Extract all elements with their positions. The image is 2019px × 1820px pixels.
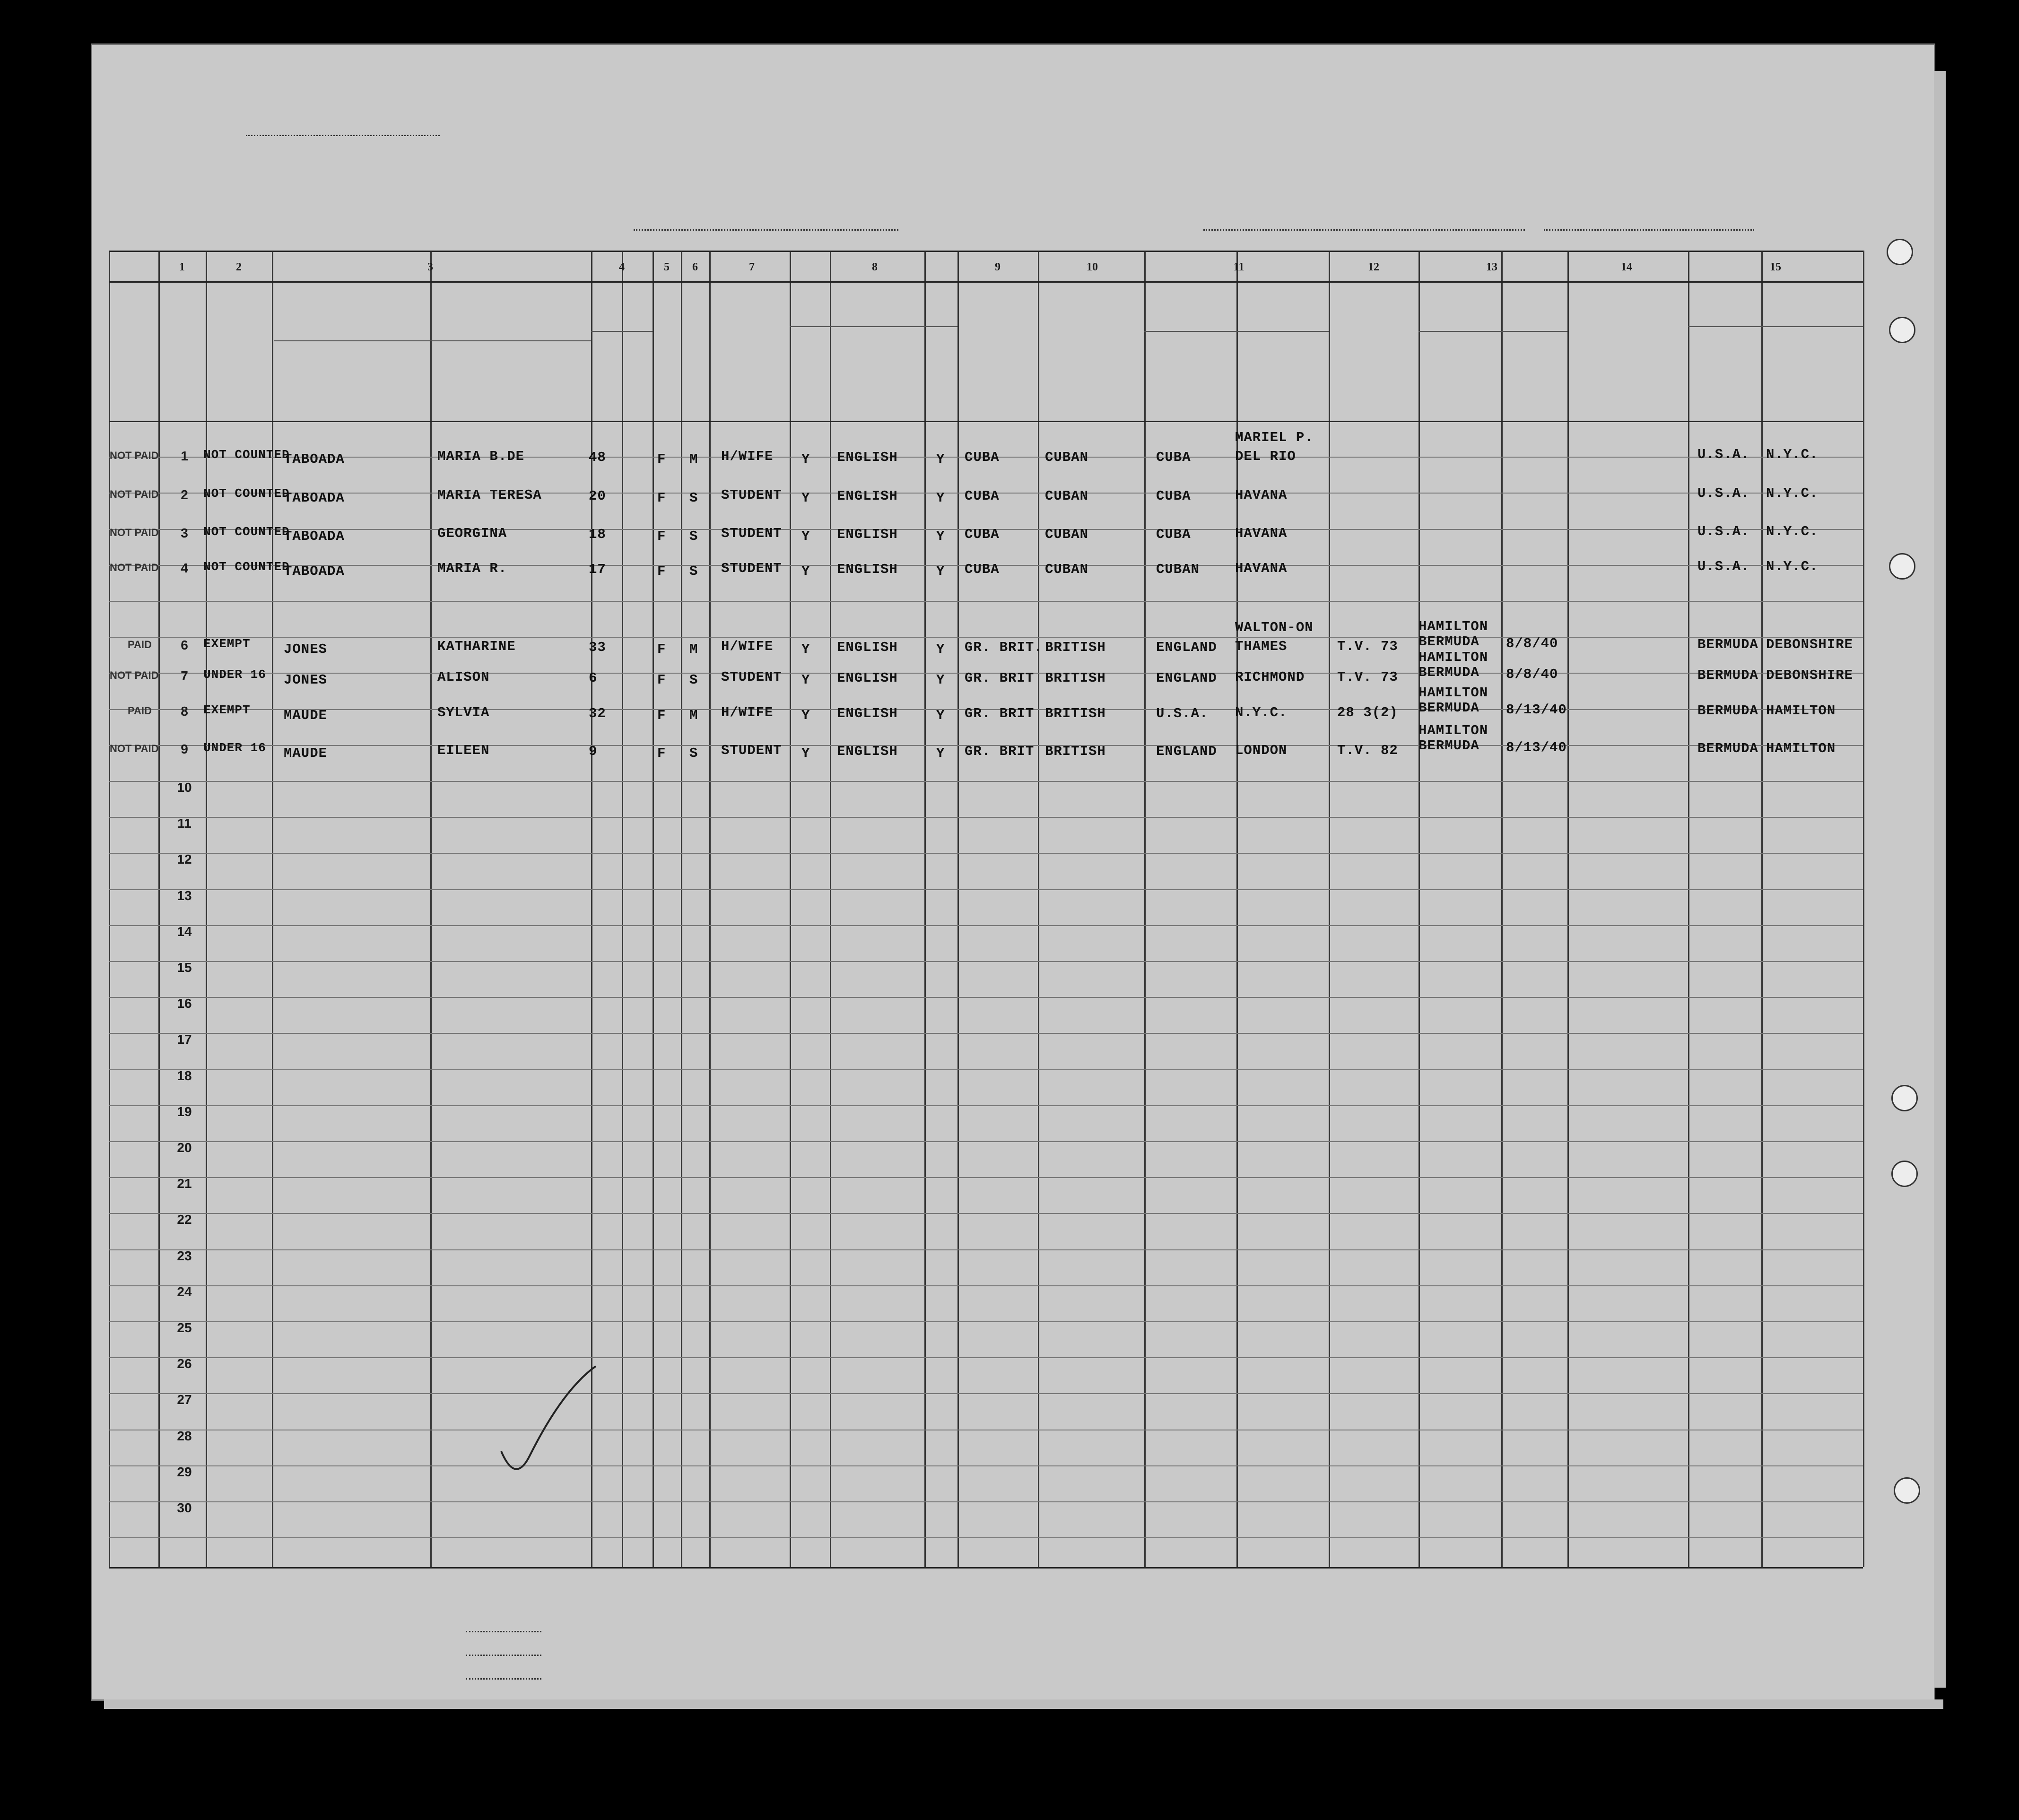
age-years: 32: [589, 706, 606, 721]
residence-city: DEBONSHIRE: [1766, 667, 1854, 683]
race: BRITISH: [1045, 706, 1106, 721]
occupation: STUDENT: [721, 487, 782, 503]
column-number: 8: [872, 261, 878, 273]
occupation: H/WIFE: [721, 639, 774, 654]
grid-line: [790, 251, 791, 1567]
grid-line: [1329, 251, 1330, 1567]
column-number: 4: [619, 261, 625, 273]
date-line: [1544, 229, 1754, 231]
paid-stamp: NOT PAID: [110, 488, 159, 500]
age-years: 48: [589, 450, 606, 465]
can-write: Y: [936, 641, 945, 657]
grid-line: [109, 1033, 1863, 1034]
issued-date: 8/8/40: [1506, 636, 1558, 651]
sex: F: [657, 672, 666, 688]
binder-hole: [1894, 1477, 1920, 1504]
read-language: ENGLISH: [837, 744, 898, 759]
grid-line: [109, 1321, 1863, 1322]
grid-line: [158, 251, 160, 1567]
grid-line: [109, 817, 1863, 818]
grid-line: [109, 1567, 1863, 1569]
grid-line: [1863, 251, 1864, 1567]
residence-city: DEBONSHIRE: [1766, 637, 1854, 652]
birth-country: CUBA: [1156, 488, 1191, 504]
paid-stamp: NOT PAID: [110, 527, 159, 538]
grid-line: [109, 1213, 1863, 1214]
grid-line: [109, 853, 1863, 854]
row-number: 8: [181, 704, 188, 719]
issued-place-line-2: BERMUDA: [1419, 665, 1479, 680]
birth-country: ENGLAND: [1156, 744, 1217, 759]
residence-city: N.Y.C.: [1766, 524, 1819, 539]
issued-place: HAMILTON: [1419, 650, 1488, 665]
column-number: 9: [995, 261, 1001, 273]
residence-city: HAMILTON: [1766, 741, 1836, 756]
birth-city: N.Y.C.: [1235, 705, 1288, 720]
column-number: 7: [749, 261, 755, 273]
row-number: 23: [177, 1248, 192, 1263]
column-number: 14: [1621, 261, 1632, 273]
grid-line: [109, 281, 1863, 283]
given-name: ALISON: [437, 669, 490, 685]
sex: F: [657, 529, 666, 544]
birth-city: HAVANA: [1235, 561, 1288, 576]
grid-line: [109, 637, 1863, 638]
read-language: ENGLISH: [837, 527, 898, 542]
head-tax-status: EXEMPT: [203, 703, 251, 717]
row-number: 17: [177, 1032, 192, 1047]
aliens-line: [466, 1678, 541, 1680]
grid-line: [109, 1357, 1863, 1358]
age-years: 33: [589, 640, 606, 655]
family-name: TABOADA: [284, 490, 345, 506]
can-read: Y: [801, 563, 810, 579]
grid-line: [591, 331, 653, 332]
grid-line: [109, 1177, 1863, 1178]
grid-line: [622, 251, 623, 1567]
birth-country: CUBA: [1156, 527, 1191, 542]
marital-status: S: [689, 672, 698, 688]
grid-line: [1761, 251, 1763, 1567]
birth-city: RICHMOND: [1235, 669, 1305, 685]
sex: F: [657, 451, 666, 467]
issued-place-line-2: BERMUDA: [1419, 700, 1479, 716]
visa-number: T.V. 82: [1337, 743, 1398, 758]
family-name: TABOADA: [284, 529, 345, 544]
column-number: 15: [1770, 261, 1781, 273]
issued-date: 8/13/40: [1506, 740, 1567, 755]
birth-country: U.S.A.: [1156, 706, 1209, 721]
can-read: Y: [801, 672, 810, 688]
grid-line: [109, 1105, 1863, 1106]
residence-country: BERMUDA: [1697, 637, 1758, 652]
nationality: GR. BRIT.: [965, 640, 1043, 655]
can-write: Y: [936, 529, 945, 544]
row-number: 9: [181, 742, 188, 756]
residence-city: N.Y.C.: [1766, 559, 1819, 574]
residence-country: BERMUDA: [1697, 741, 1758, 756]
sex: F: [657, 563, 666, 579]
race: CUBAN: [1045, 488, 1089, 504]
row-number: 19: [177, 1104, 192, 1119]
grid-line: [957, 251, 959, 1567]
marital-status: S: [689, 563, 698, 579]
row-number: 2: [181, 487, 188, 502]
row-number: 4: [181, 561, 188, 575]
grid-line: [1236, 251, 1238, 1567]
row-number: 20: [177, 1140, 192, 1155]
row-number: 12: [177, 852, 192, 867]
column-number: 3: [427, 261, 433, 273]
age-years: 20: [589, 488, 606, 504]
issued-place-line-2: BERMUDA: [1419, 738, 1479, 754]
can-write: Y: [936, 490, 945, 506]
binder-hole: [1891, 1161, 1918, 1187]
citizens-line: [466, 1655, 541, 1656]
occupation: STUDENT: [721, 743, 782, 758]
column-number: 13: [1486, 261, 1497, 273]
marital-status: S: [689, 745, 698, 761]
issued-place: HAMILTON: [1419, 619, 1488, 634]
family-name: MAUDE: [284, 745, 328, 761]
row-number: 21: [177, 1176, 192, 1191]
sheet-edge-right: [1934, 71, 1946, 1688]
port-line: [1203, 229, 1525, 231]
read-language: ENGLISH: [837, 450, 898, 465]
nationality: GR. BRIT: [965, 706, 1035, 721]
row-number: 26: [177, 1356, 192, 1371]
race: CUBAN: [1045, 527, 1089, 542]
row-number: 24: [177, 1284, 192, 1299]
can-read: Y: [801, 708, 810, 723]
birth-city-line-2: DEL RIO: [1235, 449, 1296, 464]
occupation: STUDENT: [721, 526, 782, 541]
grid-line: [653, 251, 654, 1567]
marital-status: S: [689, 490, 698, 506]
row-number: 15: [177, 960, 192, 975]
column-number: 6: [692, 261, 698, 273]
head-tax-status: NOT COUNTED: [203, 525, 290, 539]
grid-line: [109, 925, 1863, 926]
race: BRITISH: [1045, 670, 1106, 686]
residence-city: N.Y.C.: [1766, 485, 1819, 501]
binder-hole: [1887, 239, 1913, 265]
sex: F: [657, 490, 666, 506]
birth-city-line-2: THAMES: [1235, 639, 1288, 654]
residence-city: HAMILTON: [1766, 703, 1836, 719]
grid-line: [1144, 331, 1329, 332]
head-tax-status: NOT COUNTED: [203, 486, 290, 501]
birth-country: CUBAN: [1156, 562, 1200, 577]
row-number: 3: [181, 526, 188, 540]
grid-line: [709, 251, 711, 1567]
occupation: STUDENT: [721, 561, 782, 576]
row-number: 11: [177, 816, 191, 831]
residence-country: U.S.A.: [1697, 447, 1750, 462]
grid-line: [1144, 251, 1146, 1567]
family-name: TABOADA: [284, 563, 345, 579]
marital-status: M: [689, 641, 698, 657]
grid-line: [109, 1285, 1863, 1286]
row-number: 6: [181, 638, 188, 652]
given-name: MARIA B.DE: [437, 449, 525, 464]
grid-line: [109, 1393, 1863, 1394]
age-years: 6: [589, 670, 598, 686]
row-number: 22: [177, 1212, 192, 1227]
can-write: Y: [936, 708, 945, 723]
race: CUBAN: [1045, 562, 1089, 577]
nationality: GR. BRIT: [965, 744, 1035, 759]
paid-stamp: NOT PAID: [110, 669, 159, 681]
grid-line: [109, 1501, 1863, 1502]
grid-line: [109, 1069, 1863, 1070]
grid-line: [1688, 326, 1863, 327]
issued-place-line-2: BERMUDA: [1419, 634, 1479, 650]
head-tax-status: NOT COUNTED: [203, 560, 290, 574]
family-name: MAUDE: [284, 708, 328, 723]
grid-line: [109, 781, 1863, 782]
family-name: JONES: [284, 641, 328, 657]
residence-country: U.S.A.: [1697, 524, 1750, 539]
head-tax-status: UNDER 16: [203, 667, 266, 682]
row-number: 10: [177, 780, 192, 795]
grid-line: [1501, 251, 1503, 1567]
issued-date: 8/8/40: [1506, 667, 1558, 682]
head-tax-status: NOT COUNTED: [203, 448, 290, 462]
paid-stamp: PAID: [128, 639, 152, 650]
paid-stamp: NOT PAID: [110, 562, 159, 573]
residence-city: N.Y.C.: [1766, 447, 1819, 462]
grid-line: [109, 1249, 1863, 1250]
grid-line: [924, 251, 926, 1567]
grid-line: [109, 961, 1863, 962]
row-number: 14: [177, 924, 192, 939]
birth-country: CUBA: [1156, 450, 1191, 465]
grid-line: [1419, 251, 1420, 1567]
nationality: GR. BRIT: [965, 670, 1035, 686]
family-name: JONES: [284, 672, 328, 688]
birth-city: HAVANA: [1235, 487, 1288, 503]
grid-line: [109, 889, 1863, 890]
column-number: 1: [179, 261, 185, 273]
head-tax-status: EXEMPT: [203, 637, 251, 651]
can-write: Y: [936, 563, 945, 579]
visa-number: T.V. 73: [1337, 669, 1398, 685]
can-read: Y: [801, 641, 810, 657]
grid-line: [109, 1465, 1863, 1466]
grid-line: [1567, 251, 1569, 1567]
head-tax-status: UNDER 16: [203, 741, 266, 755]
birth-city: HAVANA: [1235, 526, 1288, 541]
grid-line: [109, 421, 1863, 422]
can-write: Y: [936, 745, 945, 761]
sex: F: [657, 745, 666, 761]
residence-country: U.S.A.: [1697, 485, 1750, 501]
grid-line: [109, 251, 1863, 252]
binder-hole: [1889, 317, 1915, 343]
grid-line: [430, 251, 432, 1567]
given-name: MARIA R.: [437, 561, 507, 576]
read-language: ENGLISH: [837, 488, 898, 504]
list-underline: [246, 135, 440, 136]
race: CUBAN: [1045, 450, 1089, 465]
visa-number: T.V. 73: [1337, 639, 1398, 654]
column-number: 10: [1087, 261, 1098, 273]
grid-line: [1688, 251, 1689, 1567]
row-number: 16: [177, 996, 192, 1011]
occupation: STUDENT: [721, 669, 782, 685]
grid-line: [109, 1141, 1863, 1142]
sex: F: [657, 641, 666, 657]
can-read: Y: [801, 490, 810, 506]
nationality: CUBA: [965, 562, 1000, 577]
row-number: 28: [177, 1428, 192, 1443]
given-name: GEORGINA: [437, 526, 507, 541]
read-language: ENGLISH: [837, 670, 898, 686]
given-name: KATHARINE: [437, 639, 516, 654]
given-name: EILEEN: [437, 743, 490, 758]
race: BRITISH: [1045, 744, 1106, 759]
read-language: ENGLISH: [837, 640, 898, 655]
nationality: CUBA: [965, 488, 1000, 504]
residence-country: BERMUDA: [1697, 703, 1758, 719]
grid-line: [274, 340, 591, 341]
check-mark-icon: [496, 1361, 610, 1484]
manifest-sheet: [92, 45, 1934, 1699]
paid-stamp: NOT PAID: [110, 743, 159, 754]
row-number: 30: [177, 1500, 192, 1515]
residence-country: BERMUDA: [1697, 667, 1758, 683]
birth-city: MARIEL P.: [1235, 430, 1314, 445]
grid-line: [790, 326, 957, 327]
can-write: Y: [936, 672, 945, 688]
column-number: 5: [664, 261, 670, 273]
nationality: CUBA: [965, 527, 1000, 542]
paid-stamp: NOT PAID: [110, 450, 159, 461]
visa-number: 28 3(2): [1337, 705, 1398, 720]
marital-status: M: [689, 708, 698, 723]
can-read: Y: [801, 451, 810, 467]
ship-line: [634, 229, 898, 231]
birth-country: ENGLAND: [1156, 640, 1217, 655]
nationality: CUBA: [965, 450, 1000, 465]
residence-country: U.S.A.: [1697, 559, 1750, 574]
grid-line: [109, 251, 110, 1567]
age-years: 17: [589, 562, 606, 577]
column-number: 11: [1233, 261, 1244, 273]
row-number: 29: [177, 1464, 192, 1479]
grid-line: [830, 251, 831, 1567]
marital-status: M: [689, 451, 698, 467]
birth-city: LONDON: [1235, 743, 1288, 758]
binder-hole: [1889, 553, 1915, 580]
can-read: Y: [801, 745, 810, 761]
age-years: 18: [589, 527, 606, 542]
grid-line: [1038, 251, 1039, 1567]
grid-line: [109, 997, 1863, 998]
grid-line: [109, 601, 1863, 602]
row-number: 7: [181, 668, 188, 683]
race: BRITISH: [1045, 640, 1106, 655]
total-line: [466, 1631, 541, 1632]
given-name: SYLVIA: [437, 705, 490, 720]
issued-date: 8/13/40: [1506, 702, 1567, 718]
paid-stamp: PAID: [128, 705, 152, 717]
occupation: H/WIFE: [721, 449, 774, 464]
row-number: 13: [177, 888, 192, 903]
read-language: ENGLISH: [837, 706, 898, 721]
marital-status: S: [689, 529, 698, 544]
sex: F: [657, 708, 666, 723]
grid-line: [681, 251, 682, 1567]
row-number: 27: [177, 1392, 192, 1407]
row-number: 1: [181, 449, 188, 463]
can-write: Y: [936, 451, 945, 467]
family-name: TABOADA: [284, 451, 345, 467]
age-years: 9: [589, 744, 598, 759]
binder-hole: [1891, 1085, 1918, 1111]
given-name: MARIA TERESA: [437, 487, 542, 503]
issued-place: HAMILTON: [1419, 685, 1488, 701]
column-number: 12: [1368, 261, 1379, 273]
grid-line: [109, 1537, 1863, 1538]
issued-place: HAMILTON: [1419, 723, 1488, 738]
occupation: H/WIFE: [721, 705, 774, 720]
read-language: ENGLISH: [837, 562, 898, 577]
column-number: 2: [236, 261, 242, 273]
birth-country: ENGLAND: [1156, 670, 1217, 686]
row-number: 25: [177, 1320, 192, 1335]
sheet-edge-bottom: [104, 1699, 1943, 1709]
grid-line: [1419, 331, 1567, 332]
row-number: 18: [177, 1068, 192, 1083]
birth-city: WALTON-ON: [1235, 620, 1314, 635]
can-read: Y: [801, 529, 810, 544]
